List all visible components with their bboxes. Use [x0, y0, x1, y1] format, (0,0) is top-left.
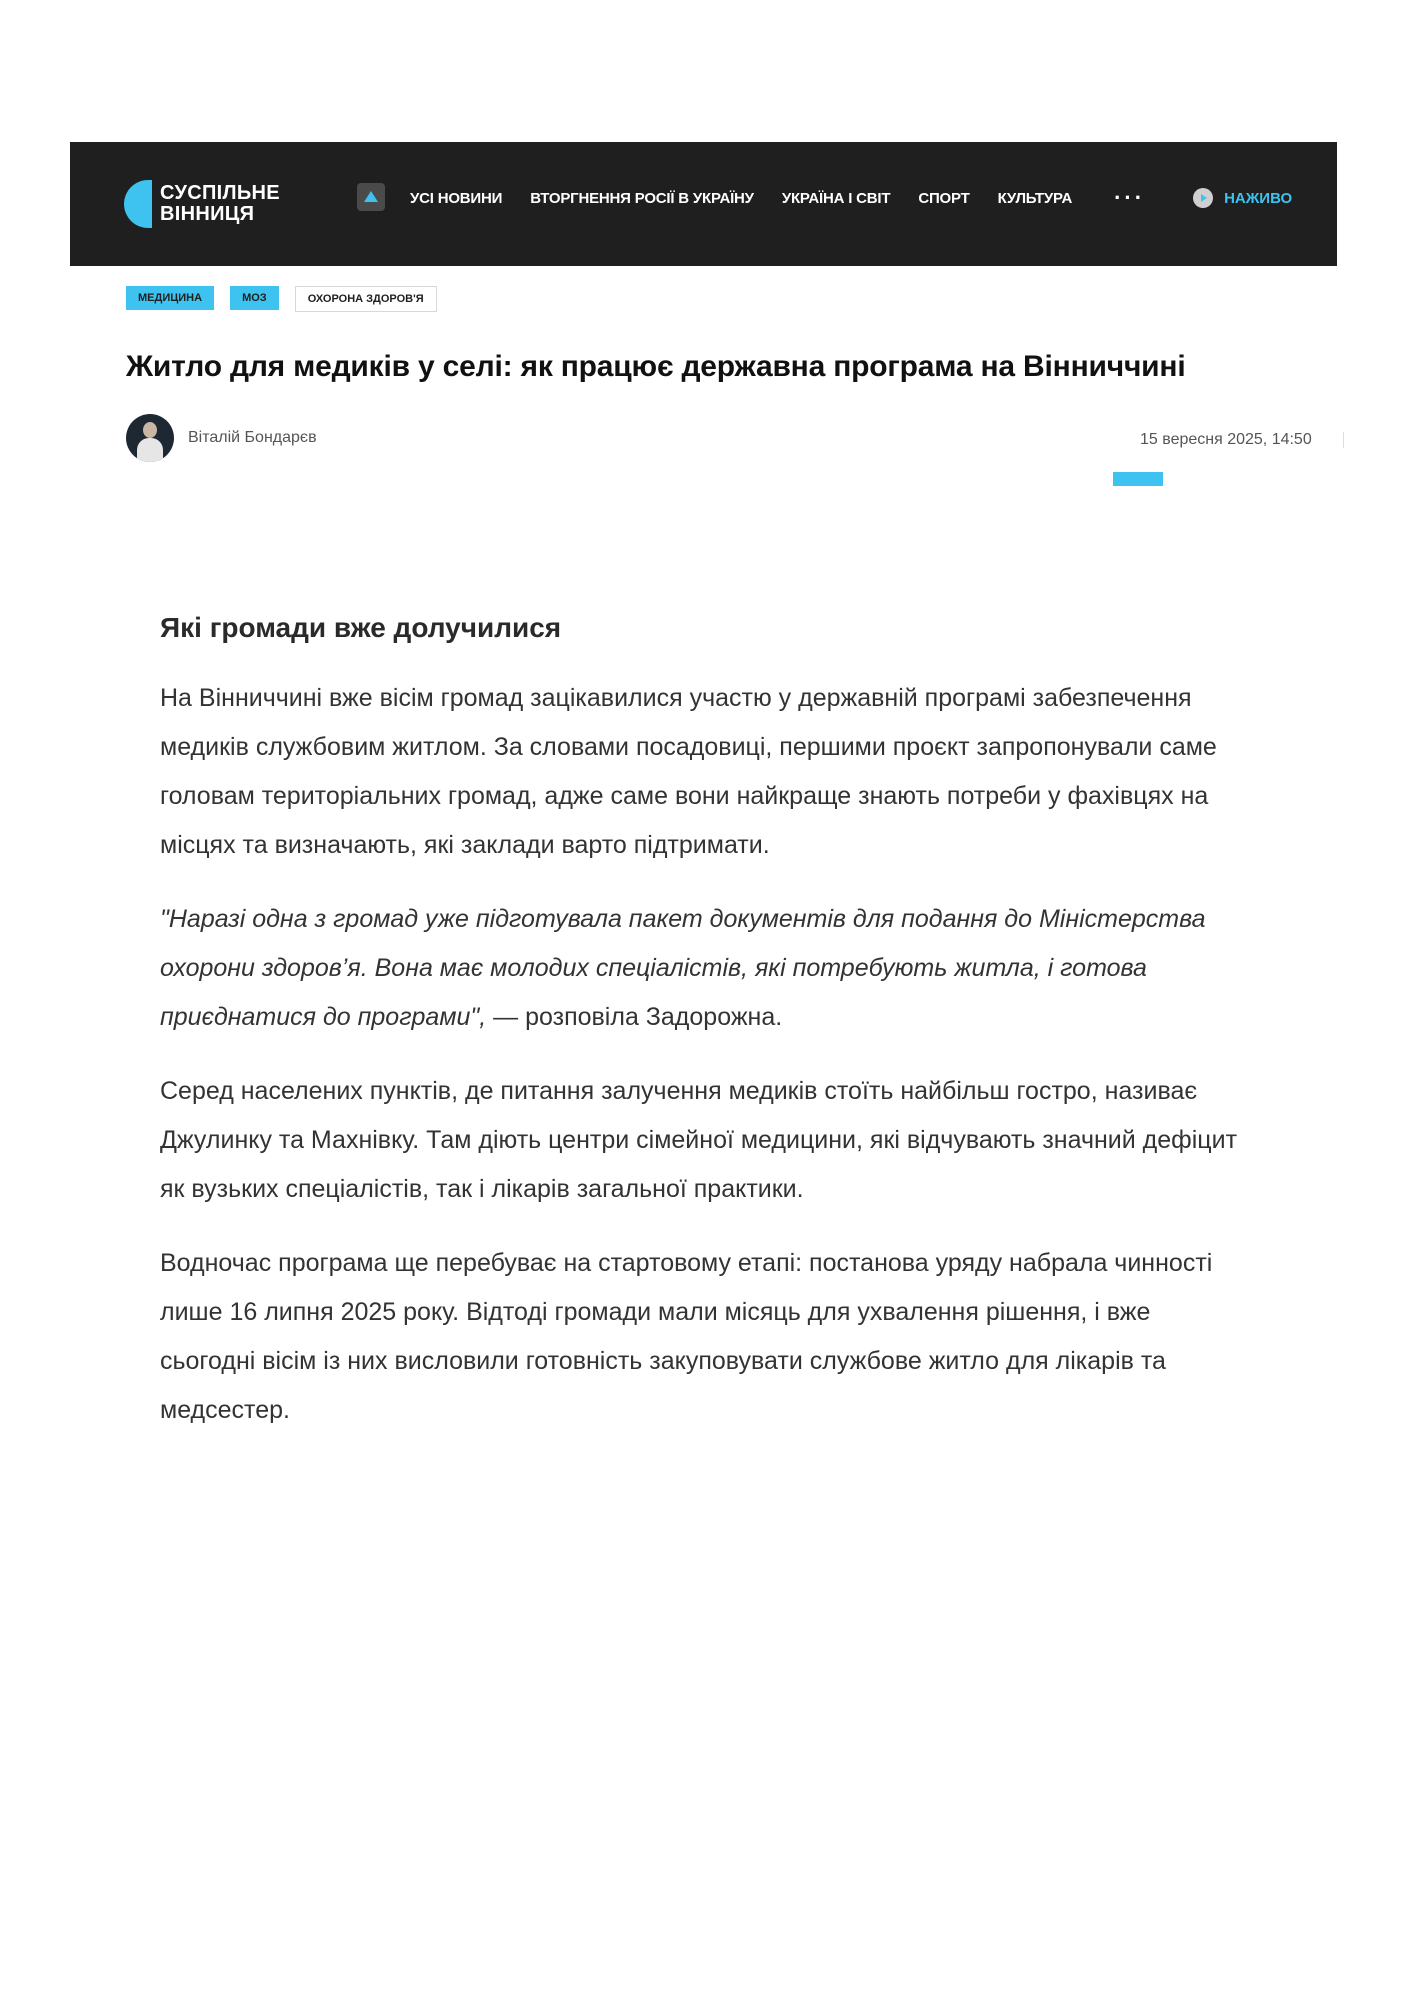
quote-attribution: — розповіла Задорожна. [486, 1003, 783, 1031]
tag-list [126, 286, 453, 312]
nav-item-invasion[interactable]: ВТОРГНЕННЯ РОСІЇ В УКРАЇНУ [530, 189, 754, 207]
publish-date: 15 вересня 2025, 14:50 [1140, 431, 1312, 448]
more-menu-icon[interactable]: ··· [1114, 185, 1146, 210]
tag-health-care[interactable]: ОХОРОНА ЗДОРОВ'Я [295, 286, 437, 312]
article-headline: Житло для медиків у селі: як працює державна програма на Вінниччині [126, 350, 1186, 383]
article-subheading: Які громади вже долучилися [160, 612, 562, 643]
live-label: НАЖИВО [1224, 189, 1293, 207]
quote-text: "Наразі одна з громад уже підготувала пакет документів для подання до Міністерства охорони здоров’я. Вона має молодих спеціалістів, які потребують житла, і готова приєднатися до програми", [160, 905, 1206, 1031]
live-button[interactable] [1193, 188, 1292, 208]
top-navbar [70, 142, 1337, 266]
author-name[interactable]: Віталій Бондарєв [188, 429, 317, 446]
nav-item-all-news[interactable]: УСІ НОВИНИ [410, 189, 503, 207]
site-logo[interactable] [124, 176, 280, 232]
nav-item-ukraine-world[interactable]: УКРАЇНА І СВІТ [781, 189, 891, 207]
divider [1343, 432, 1344, 448]
main-nav [410, 186, 1292, 210]
tag-moz[interactable]: МОЗ [230, 286, 279, 310]
paragraph: Серед населених пунктів, де питання залучення медиків стоїть найбільш гостро, називає Джулинку та Махнівку. Там діють центри сімейної медицини, які відчувають значний дефіцит як вузьких спеціалістів, так і лікарів загальної практики. [160, 1077, 1238, 1203]
nav-item-sport[interactable]: СПОРТ [918, 189, 970, 207]
fragment-accent [1113, 472, 1163, 486]
article-body [160, 612, 1250, 1460]
cropped-element-fragment [1113, 472, 1235, 486]
tag-medicine[interactable]: МЕДИЦИНА [126, 286, 214, 310]
logo-line-2: ВІННИЦЯ [160, 203, 255, 225]
play-icon [1193, 188, 1213, 208]
author-avatar [126, 414, 174, 462]
paragraph: На Вінниччині вже вісім громад зацікавилися участю у державній програмі забезпечення медиків службовим житлом. За словами посадовиці, першими проєкт запропонували саме головам територіальних громад, адже саме вони найкраще знають потреби у фахівцях на місцях та визначають, які заклади варто підтримати. [160, 684, 1217, 859]
author-block[interactable] [126, 414, 317, 462]
paragraph: Водночас програма ще перебуває на стартовому етапі: постанова уряду набрала чинності лише 16 липня 2025 року. Відтоді громади мали місяць для ухвалення рішення, і вже сьогодні вісім із них висловили готовність закуповувати службове житло для лікарів та медсестер. [160, 1249, 1213, 1424]
logo-mark-icon [124, 180, 152, 228]
scroll-up-icon[interactable] [357, 183, 385, 211]
logo-line-1: СУСПІЛЬНЕ [160, 182, 280, 204]
quote-paragraph [160, 895, 1250, 1042]
nav-item-culture[interactable]: КУЛЬТУРА [997, 189, 1073, 207]
